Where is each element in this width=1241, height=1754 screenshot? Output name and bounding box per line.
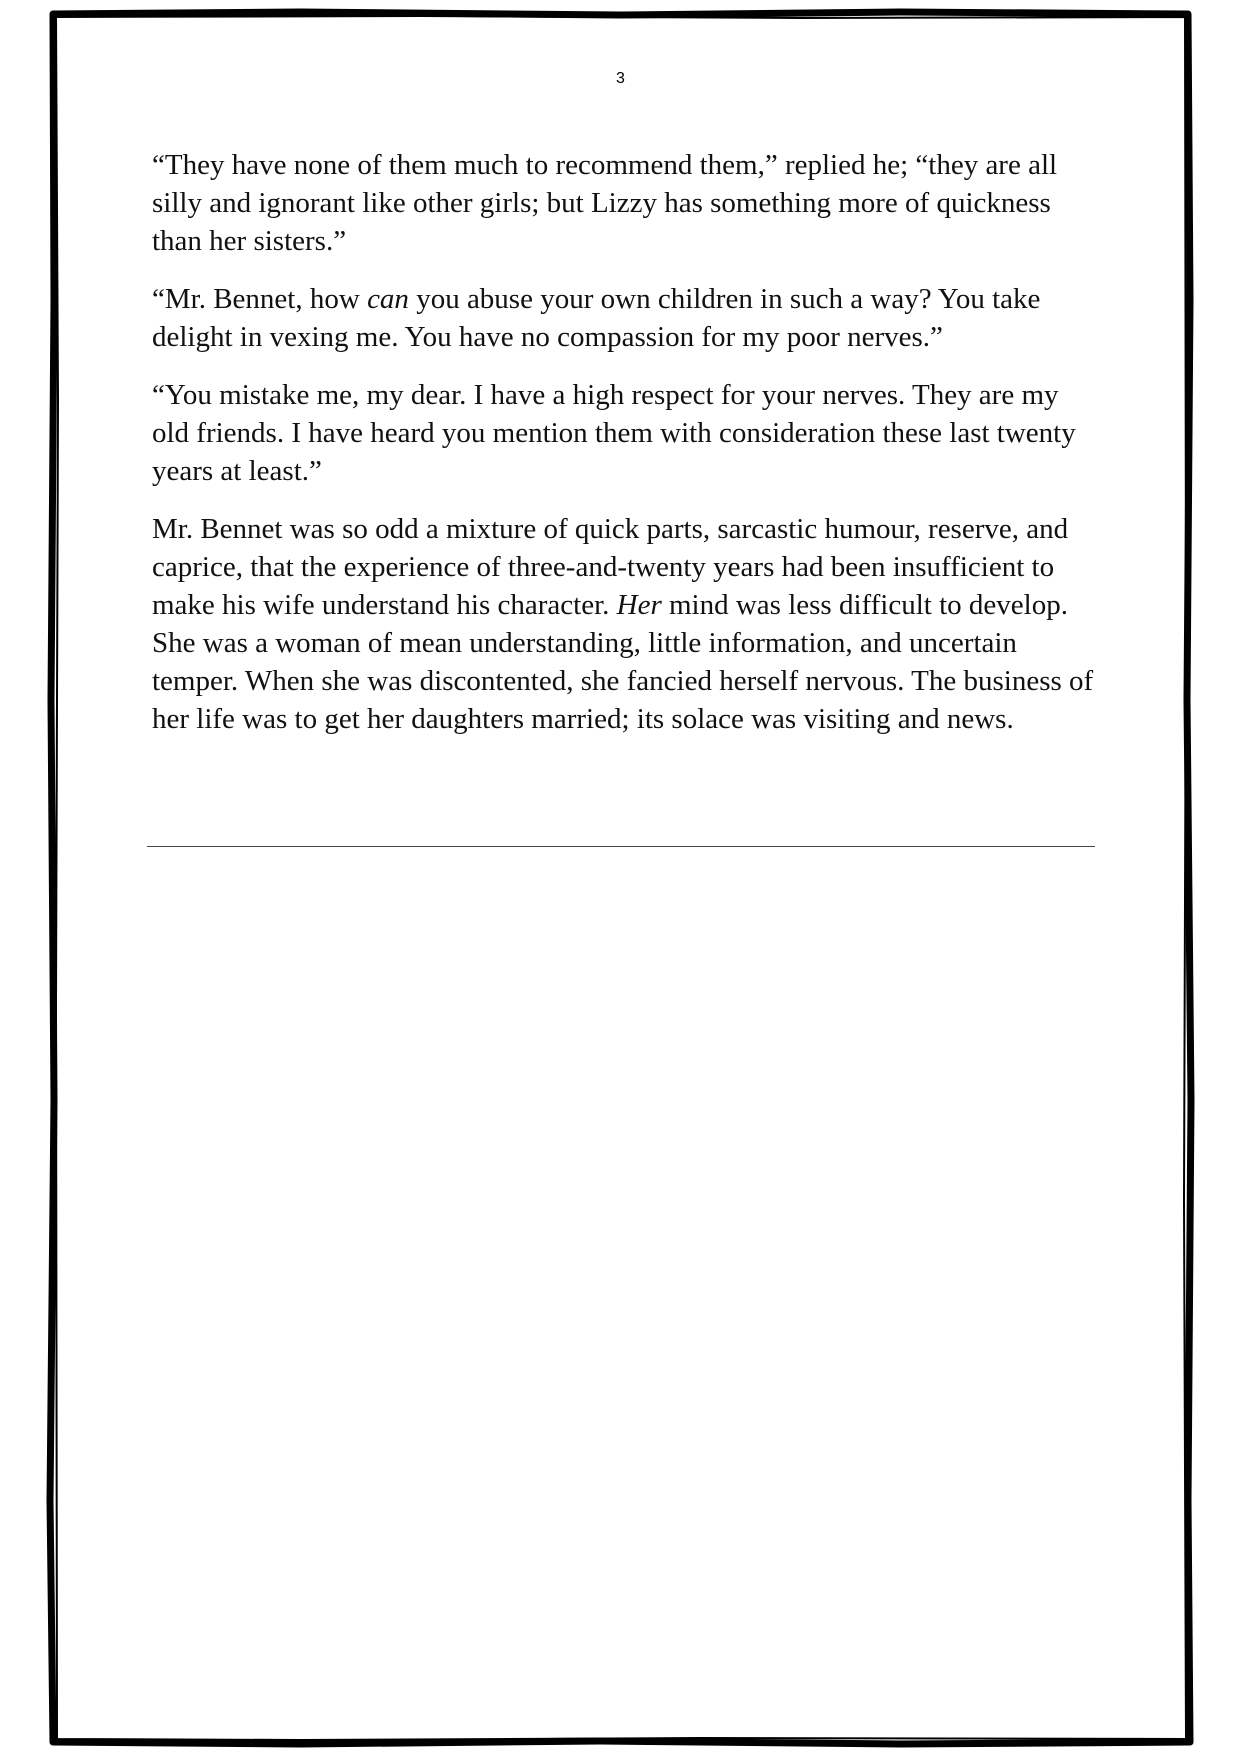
body-text <box>152 146 1102 758</box>
paragraph <box>152 280 1102 356</box>
paragraph <box>152 146 1102 260</box>
emphasis-text: can <box>367 283 409 315</box>
paragraph-text: you abuse your own children in such a way? You take delight in vexing me. You have no compassion for my poor nerves.” <box>152 283 1041 353</box>
paragraph-text: mind was less difficult to develop. She was a woman of mean understanding, little information, and uncertain temper. When she was discontented, she fancied herself nervous. The business of her life was to get her daughters married; its solace was visiting and news. <box>152 589 1094 735</box>
paragraph-text: “Mr. Bennet, how <box>152 283 368 315</box>
page-number: 3 <box>616 70 625 87</box>
paragraph <box>152 376 1102 490</box>
paragraph-text: Mr. Bennet was so odd a mixture of quick parts, sarcastic humour, reserve, and caprice, that the experience of three-and-twenty years had been insufficient to make his wife understand his character. <box>152 513 1069 621</box>
emphasis-text: Her <box>616 589 662 621</box>
paragraph-text: “They have none of them much to recommend them,” replied he; “they are all silly and ignorant like other girls; but Lizzy has something more of quickness than her sisters.” <box>152 149 1058 257</box>
paragraph <box>152 510 1102 738</box>
horizontal-rule <box>147 846 1095 847</box>
paragraph-text: “You mistake me, my dear. I have a high respect for your nerves. They are my old friends. I have heard you mention them with consideration these last twenty years at least.” <box>152 379 1076 487</box>
